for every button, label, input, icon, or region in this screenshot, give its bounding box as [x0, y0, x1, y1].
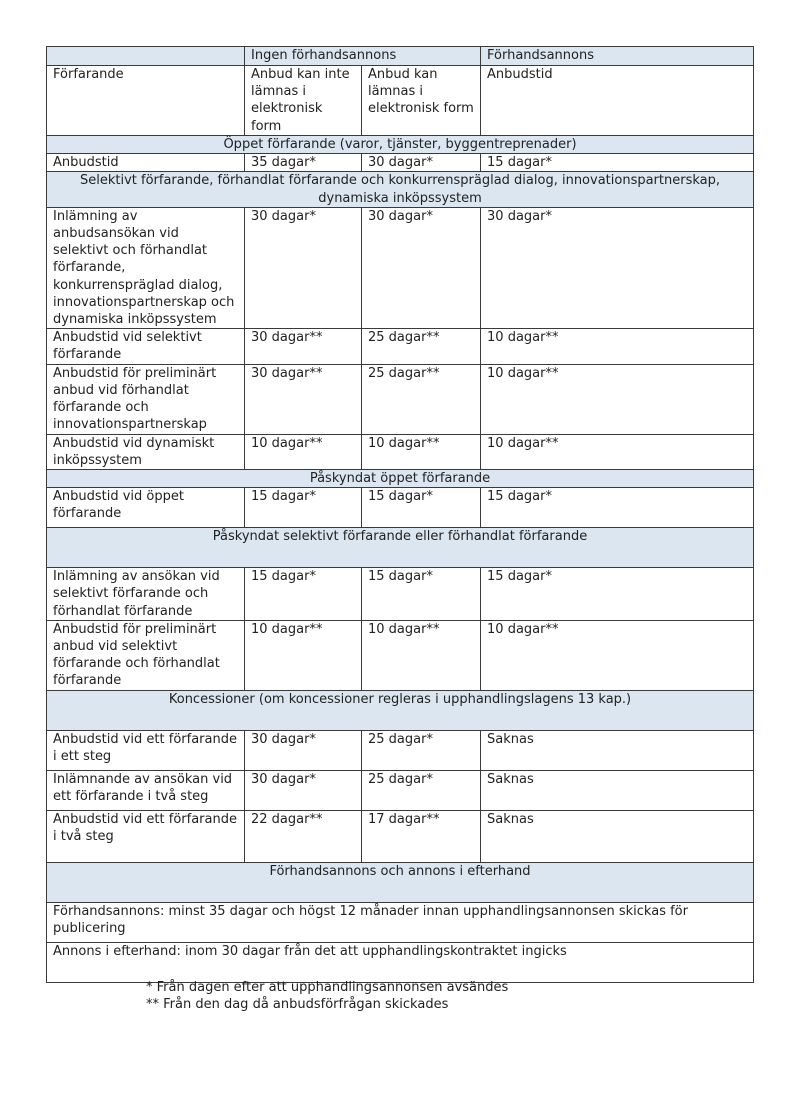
header-no-prior-notice: Ingen förhandsannons — [245, 47, 481, 66]
cell-value: 10 dagar** — [362, 434, 481, 469]
row-label: Inlämnande av ansökan vid ett förfarande i två steg — [47, 770, 245, 810]
cell-value: 30 dagar* — [245, 207, 362, 328]
cell-value: 30 dagar* — [245, 730, 362, 770]
footnote-two-stars: ** Från den dag då anbudsförfrågan skickades — [146, 997, 449, 1013]
footnotes — [146, 979, 508, 1013]
table-row — [47, 620, 754, 690]
cell-value: 30 dagar* — [245, 770, 362, 810]
cell-value: 30 dagar* — [481, 207, 754, 328]
cell-value: 30 dagar** — [245, 364, 362, 434]
cell-value: 10 dagar** — [245, 434, 362, 469]
subheader-not-electronic: Anbud kan inte lämnas i elektronisk form — [245, 66, 362, 136]
cell-value: 10 dagar** — [245, 620, 362, 690]
cell-value: 10 dagar** — [481, 329, 754, 364]
table-row — [47, 730, 754, 770]
cell-value: Saknas — [481, 810, 754, 862]
cell-value: 10 dagar** — [362, 620, 481, 690]
cell-value: Saknas — [481, 770, 754, 810]
section-title: Öppet förfarande (varor, tjänster, byggentreprenader) — [47, 136, 754, 154]
cell-value: 35 dagar* — [245, 154, 362, 172]
table-header-row — [47, 47, 754, 66]
cell-value: 15 dagar* — [481, 568, 754, 621]
cell-value: 15 dagar* — [362, 568, 481, 621]
table-row — [47, 434, 754, 469]
cell-value: 10 dagar** — [481, 364, 754, 434]
deadlines-table — [46, 46, 754, 983]
cell-value: 25 dagar* — [362, 770, 481, 810]
cell-value: 10 dagar** — [481, 434, 754, 469]
cell-value: 15 dagar* — [481, 154, 754, 172]
subheader-anbudstid: Anbudstid — [481, 66, 754, 136]
section-title: Koncessioner (om koncessioner regleras i upphandlingslagens 13 kap.) — [47, 690, 754, 730]
cell-value: 25 dagar** — [362, 364, 481, 434]
cell-value: 30 dagar* — [362, 207, 481, 328]
header-empty-cell — [47, 47, 245, 66]
cell-value: 15 dagar* — [245, 568, 362, 621]
table-row — [47, 154, 754, 172]
cell-value: Saknas — [481, 730, 754, 770]
cell-value: 10 dagar** — [481, 620, 754, 690]
table-row — [47, 770, 754, 810]
table-row — [47, 329, 754, 364]
table-row — [47, 488, 754, 528]
subheader-electronic: Anbud kan lämnas i elektronisk form — [362, 66, 481, 136]
table-row — [47, 568, 754, 621]
row-label: Inlämning av ansökan vid selektivt förfarande och förhandlat förfarande — [47, 568, 245, 621]
notice-after-text: Annons i efterhand: inom 30 dagar från det att upphandlingskontraktet ingicks — [47, 942, 754, 982]
cell-value: 15 dagar* — [481, 488, 754, 528]
section-row — [47, 862, 754, 902]
section-title: Selektivt förfarande, förhandlat förfarande och konkurrenspräglad dialog, innovationspartnerskap, dynamiska inköpssystem — [47, 172, 754, 207]
table-row — [47, 810, 754, 862]
footnote-one-star: * Från dagen efter att upphandlingsannonsen avsändes — [146, 980, 509, 995]
table-row — [47, 207, 754, 328]
section-row — [47, 690, 754, 730]
cell-value: 15 dagar* — [362, 488, 481, 528]
table-row — [47, 364, 754, 434]
cell-value: 17 dagar** — [362, 810, 481, 862]
row-label: Anbudstid vid selektivt förfarande — [47, 329, 245, 364]
row-label: Anbudstid vid ett förfarande i två steg — [47, 810, 245, 862]
row-label: Anbudstid vid dynamiskt inköpssystem — [47, 434, 245, 469]
section-row — [47, 470, 754, 488]
table-row — [47, 942, 754, 982]
cell-value: 22 dagar** — [245, 810, 362, 862]
section-row — [47, 528, 754, 568]
row-label: Förfarande — [47, 66, 245, 136]
cell-value: 25 dagar** — [362, 329, 481, 364]
table-row — [47, 66, 754, 136]
notice-prior-text: Förhandsannons: minst 35 dagar och högst 12 månader innan upphandlingsannonsen skickas för publicering — [47, 902, 754, 942]
header-prior-notice: Förhandsannons — [481, 47, 754, 66]
cell-value: 15 dagar* — [245, 488, 362, 528]
section-row — [47, 172, 754, 207]
row-label: Anbudstid vid öppet förfarande — [47, 488, 245, 528]
section-row — [47, 136, 754, 154]
table-row — [47, 902, 754, 942]
section-title: Påskyndat selektivt förfarande eller förhandlat förfarande — [47, 528, 754, 568]
row-label: Anbudstid för preliminärt anbud vid selektivt förfarande och förhandlat förfarande — [47, 620, 245, 690]
section-title: Påskyndat öppet förfarande — [47, 470, 754, 488]
section-title: Förhandsannons och annons i efterhand — [47, 862, 754, 902]
cell-value: 30 dagar* — [362, 154, 481, 172]
row-label: Anbudstid vid ett förfarande i ett steg — [47, 730, 245, 770]
row-label: Inlämning av anbudsansökan vid selektivt och förhandlat förfarande, konkurrenspräglad dialog, innovationspartnerskap och dynamiska inköpssystem — [47, 207, 245, 328]
cell-value: 30 dagar** — [245, 329, 362, 364]
cell-value: 25 dagar* — [362, 730, 481, 770]
row-label: Anbudstid för preliminärt anbud vid förhandlat förfarande och innovationspartnerskap — [47, 364, 245, 434]
row-label: Anbudstid — [47, 154, 245, 172]
